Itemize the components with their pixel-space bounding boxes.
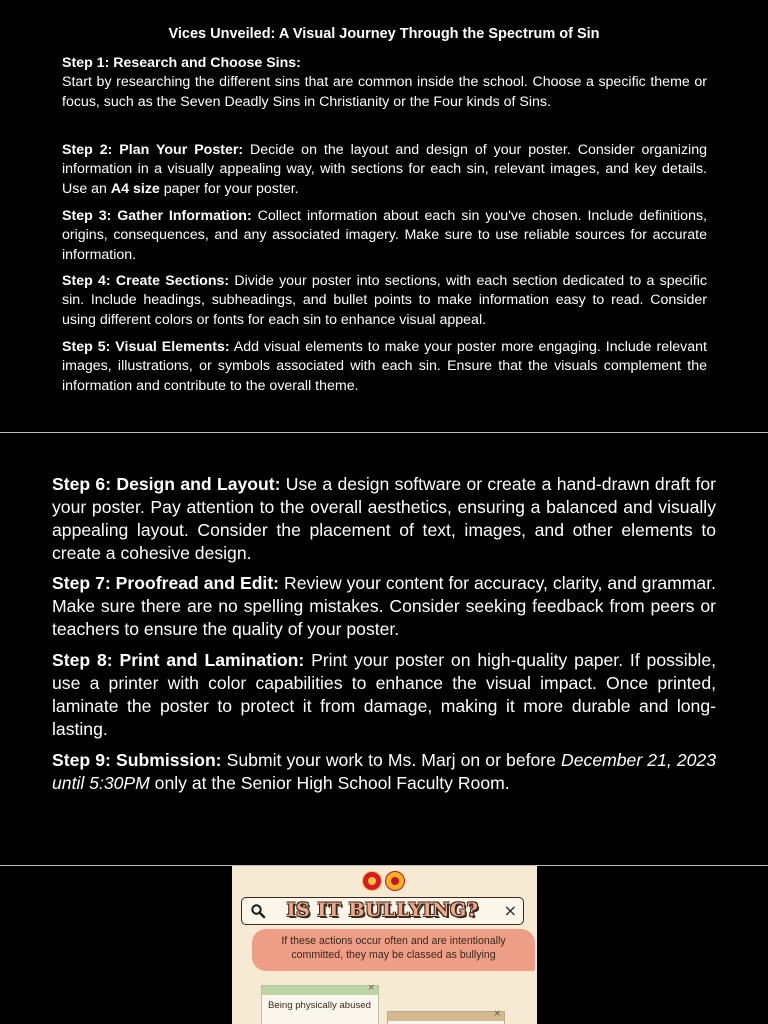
step-2-label: Step 2: Plan Your Poster: (62, 142, 244, 158)
step-3 (62, 207, 707, 265)
step-8-text: Print your poster on high-quality paper. If possible, use a printer with color capabilities to enhance the visual impact. Once printed, laminate the poster to protect it from damage, making it more durable and long-lasting. (52, 650, 716, 739)
step-1-text: Start by researching the different sins that are common inside the school. Choose a specific theme or focus, such as the Seven Deadly Sins in Christianity or the Four kinds of Sins. (62, 74, 707, 110)
step-2-text-end: paper for your poster. (159, 180, 299, 197)
note-card (387, 1011, 505, 1024)
step-3-label: Step 3: Gather Information: (62, 208, 252, 224)
step-1-label: Step 1: Research and Choose Sins: (62, 55, 301, 71)
poster-preview (232, 866, 537, 1024)
step-7 (52, 572, 716, 641)
step-4-text: Divide your poster into sections, with each section dedicated to a specific sin. Include headings, subheadings, and bullet points to make information easy to read. Consider using different colors or fonts for each sin to enhance visual appeal. (62, 273, 707, 328)
step-6-label: Step 6: Design and Layout: (52, 474, 281, 494)
step-1 (62, 54, 707, 112)
step-5-text: Add visual elements to make your poster more engaging. Include relevant images, illustrations, or symbols associated with each sin. Ensure that the visuals complement the information and contribute to the overall theme. (62, 339, 707, 394)
step-2-text: Decide on the layout and design of your poster. Consider organizing information in a visually appealing way, with sections for each sin, relevant images, and key details. Use an (62, 142, 707, 197)
step-8 (52, 649, 716, 741)
step-8-label: Step 8: Print and Lamination: (52, 650, 305, 670)
speech-bubble (252, 929, 535, 971)
step-9-text-end: only at the Senior High School Faculty Room. (149, 773, 510, 793)
step-3-text: Collect information about each sin you've chosen. Include definitions, origins, consequences, and any associated imagery. Make sure to use reliable sources for accurate information. (62, 208, 707, 263)
step-7-text: Review your content for accuracy, clarity, and grammar. Make sure there are no spelling mistakes. Consider seeking feedback from peers or teachers to ensure the quality of your poster. (52, 573, 716, 639)
poster-headline: IS IT BULLYING? (286, 899, 479, 921)
note-card-bar (262, 983, 378, 995)
school-seal-icon (385, 871, 405, 891)
note-card (261, 985, 379, 1024)
step-2-bold-inline: A4 size (110, 180, 160, 197)
search-bar (241, 897, 524, 925)
step-9 (52, 749, 716, 795)
step-9-deadline: December 21, 2023 until 5:30PM (52, 750, 716, 793)
close-icon: × (493, 1009, 501, 1019)
close-icon: × (503, 901, 517, 920)
note-card-bar (388, 1009, 504, 1021)
document-title: Vices Unveiled: A Visual Journey Through the Spectrum of Sin (168, 26, 600, 42)
step-9-label: Step 9: Submission: (52, 750, 222, 770)
step-4-label: Step 4: Create Sections: (62, 273, 230, 289)
page-1 (0, 0, 768, 432)
school-seal-icon (362, 871, 382, 891)
step-7-label: Step 7: Proofread and Edit: (52, 573, 280, 593)
step-4 (62, 272, 707, 330)
step-6 (52, 473, 716, 565)
step-6-text: Use a design software or create a hand-drawn draft for your poster. Pay attention to the overall aesthetics, ensuring a balanced and visually appealing layout. Consider the placement of text, images, and other elements to create a cohesive design. (52, 474, 716, 563)
step-2 (62, 141, 707, 199)
note-card-text: Being physically abused (268, 1000, 371, 1011)
bubble-text: If these actions occur often and are intentionally committed, they may be classed as bullying (281, 935, 506, 961)
close-icon: × (367, 983, 375, 993)
step-5 (62, 338, 707, 396)
page-2 (0, 433, 768, 865)
step-9-text: Submit your work to Ms. Marj on or before (221, 750, 562, 770)
step-5-label: Step 5: Visual Elements: (62, 339, 230, 355)
